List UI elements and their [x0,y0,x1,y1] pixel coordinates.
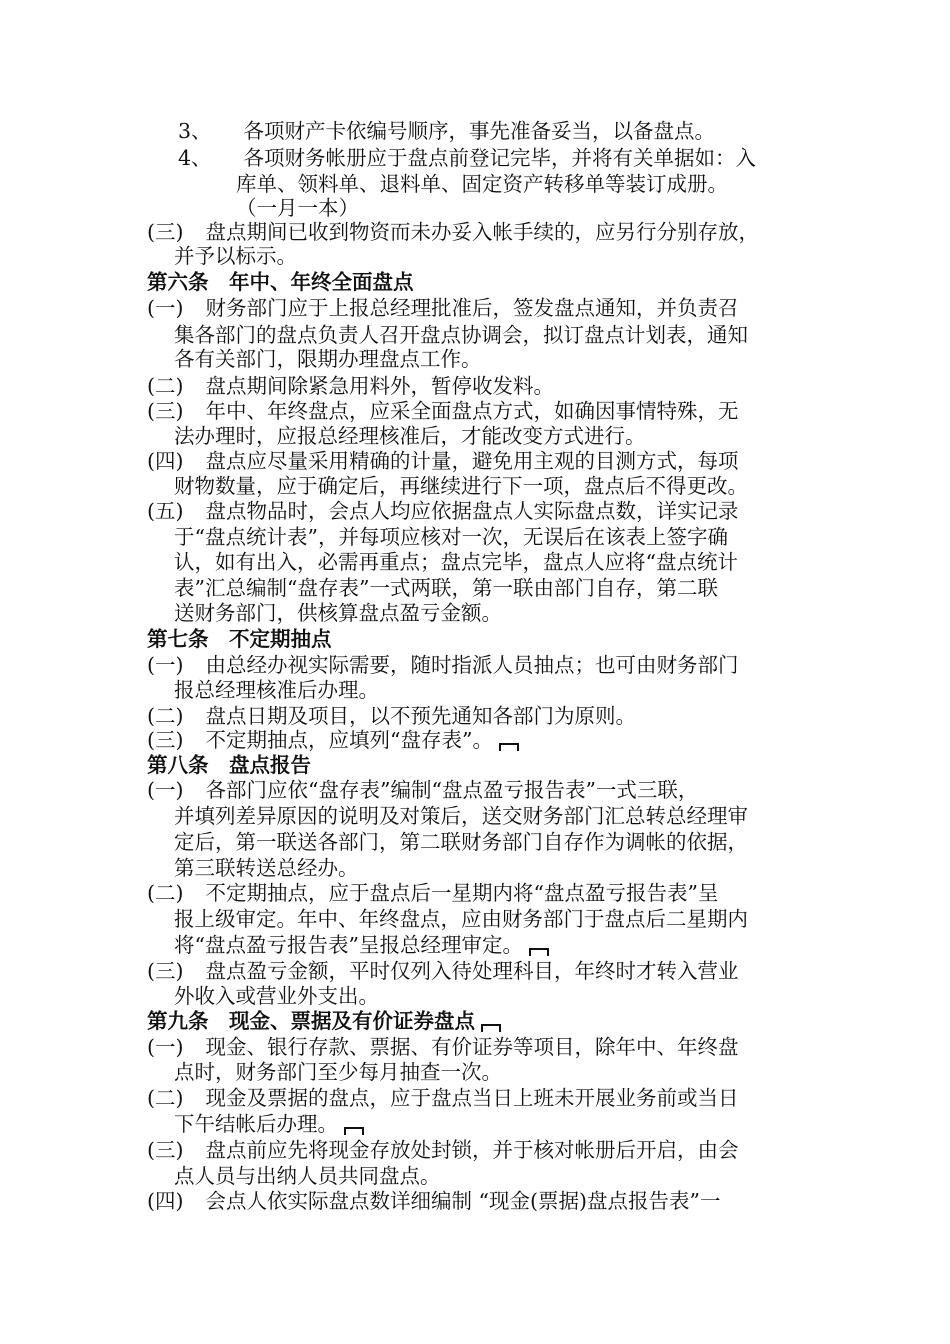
item-number: (二) [147,881,184,905]
annotation-mark [481,1024,501,1032]
item-number: (二) [147,374,184,398]
item-continuation: 报上级审定。年中、年终盘点，应由财务部门于盘点后二星期内 [174,907,748,931]
item-continuation: 点人员与出纳人员共同盘点。 [174,1164,441,1188]
item-number: (三) [147,728,184,752]
item-continuation: 法办理时，应报总经理核准后，才能改变方式进行。 [174,424,646,448]
item-text: 会点人依实际盘点数详细编制 “现金(票据)盘点报告表”一 [205,1189,721,1213]
list-item [147,703,636,729]
list-item [147,1188,720,1214]
article-heading: 第六条 年中、年终全面盘点 [147,270,414,294]
item-continuation: （一月一本） [236,196,359,220]
item-text: 盘点日期及项目，以不预先通知各部门为原则。 [205,704,636,728]
item-continuation: 报总经理核准后办理。 [174,678,379,702]
item-continuation: 定后，第一联送各部门，第二联财务部门自存作为调帐的依据， [174,830,748,854]
item-text: 盘点应尽量采用精确的计量，避免用主观的目测方式，每项 [205,449,739,473]
item-continuation: 财物数量，应于确定后，再继续进行下一项，盘点后不得更改。 [174,474,748,498]
list-item [147,373,554,399]
item-text: 财务部门应于上报总经理批准后，签发盘点通知，并负责召 [205,296,739,320]
item-text: 各项财务帐册应于盘点前登记完毕，并将有关单据如：入 [243,146,757,170]
item-number: (四) [147,449,184,473]
item-continuation: 第三联转送总经办。 [174,856,359,880]
item-number: (二) [147,1086,184,1110]
article-heading: 第七条 不定期抽点 [147,627,332,651]
list-item [147,958,739,984]
item-number: (三) [147,220,184,244]
item-text: 盘点盈亏金额，平时仅列入待处理科目，年终时才转入营业 [205,959,739,983]
item-continuation: 集各部门的盘点负责人召开盘点协调会，拟订盘点计划表，通知 [174,323,748,347]
list-item [147,448,739,474]
item-number: 4、 [178,146,212,170]
list-item [178,145,756,171]
item-continuation: 下午结帐后办理。 [174,1111,364,1137]
item-number: (三) [147,399,184,423]
annotation-mark [529,948,549,956]
list-item [147,652,739,678]
item-continuation: 点时，财务部门至少每月抽查一次。 [174,1060,502,1084]
item-text: 各部门应依“盘存表”编制“盘点盈亏报告表”一式三联， [205,778,699,802]
list-item [147,777,698,803]
item-number: (一) [147,778,184,802]
item-text: 各项财产卡依编号顺序，事先准备妥当，以备盘点。 [243,119,716,143]
item-continuation: 认，如有出入，必需再重点；盘点完毕，盘点人应将“盘点统计 [174,550,738,574]
item-text: 不定期抽点，应于盘点后一星期内将“盘点盈亏报告表”呈 [205,881,719,905]
item-continuation: 各有关部门，限期办理盘点工作。 [174,347,482,371]
item-continuation: 外收入或营业外支出。 [174,984,379,1008]
item-number: (三) [147,959,184,983]
annotation-mark [499,743,519,751]
item-number: (二) [147,704,184,728]
item-text: 现金、银行存款、票据、有价证券等项目，除年中、年终盘 [205,1035,739,1059]
item-number: (五) [147,499,184,523]
list-item [147,1137,739,1163]
list-item [147,1085,739,1111]
item-text: 盘点前应先将现金存放处封锁，并于核对帐册后开启，由会 [205,1138,739,1162]
item-text: 年中、年终盘点，应采全面盘点方式，如确因事情特殊，无 [205,399,739,423]
item-number: 3、 [178,119,212,143]
item-number: (一) [147,1035,184,1059]
item-text: 由总经办视实际需要，随时指派人员抽点；也可由财务部门 [205,653,739,677]
item-number: (一) [147,653,184,677]
item-text: 不定期抽点，应填列“盘存表”。 [205,728,493,752]
list-item [147,295,739,321]
list-item [147,880,718,906]
item-text: 盘点期间除紧急用料外，暂停收发料。 [205,374,554,398]
article-heading: 第八条 盘点报告 [147,753,311,777]
item-continuation: 并予以标示。 [174,244,297,268]
item-continuation: 库单、领料单、退料单、固定资产转移单等装订成册。 [236,172,728,196]
item-text: 盘点期间已收到物资而未办妥入帐手续的，应另行分别存放， [205,220,759,244]
item-text: 现金及票据的盘点，应于盘点当日上班未开展业务前或当日 [205,1086,739,1110]
item-continuation: 于“盘点统计表”，并每项应核对一次，无误后在该表上签字确 [174,525,728,549]
item-continuation: 送财务部门，供核算盘点盈亏金额。 [174,601,502,625]
item-continuation: 表”汇总编制“盘存表”一式两联，第一联由部门自存，第二联 [174,576,718,600]
item-text: 盘点物品时，会点人均应依据盘点人实际盘点数，详实记录 [205,499,739,523]
list-item [147,498,739,524]
item-continuation: 将“盘点盈亏报告表”呈报总经理审定。 [174,932,549,958]
annotation-mark [344,1127,364,1135]
list-item [147,398,739,424]
item-number: (四) [147,1189,184,1213]
list-item [147,219,759,245]
list-item [178,118,715,144]
item-number: (一) [147,296,184,320]
article-heading: 第九条 现金、票据及有价证券盘点 [147,1008,501,1034]
item-number: (三) [147,1138,184,1162]
list-item [147,1034,739,1060]
list-item [147,727,519,753]
item-continuation: 并填列差异原因的说明及对策后，送交财务部门汇总转总经理审 [174,804,748,828]
